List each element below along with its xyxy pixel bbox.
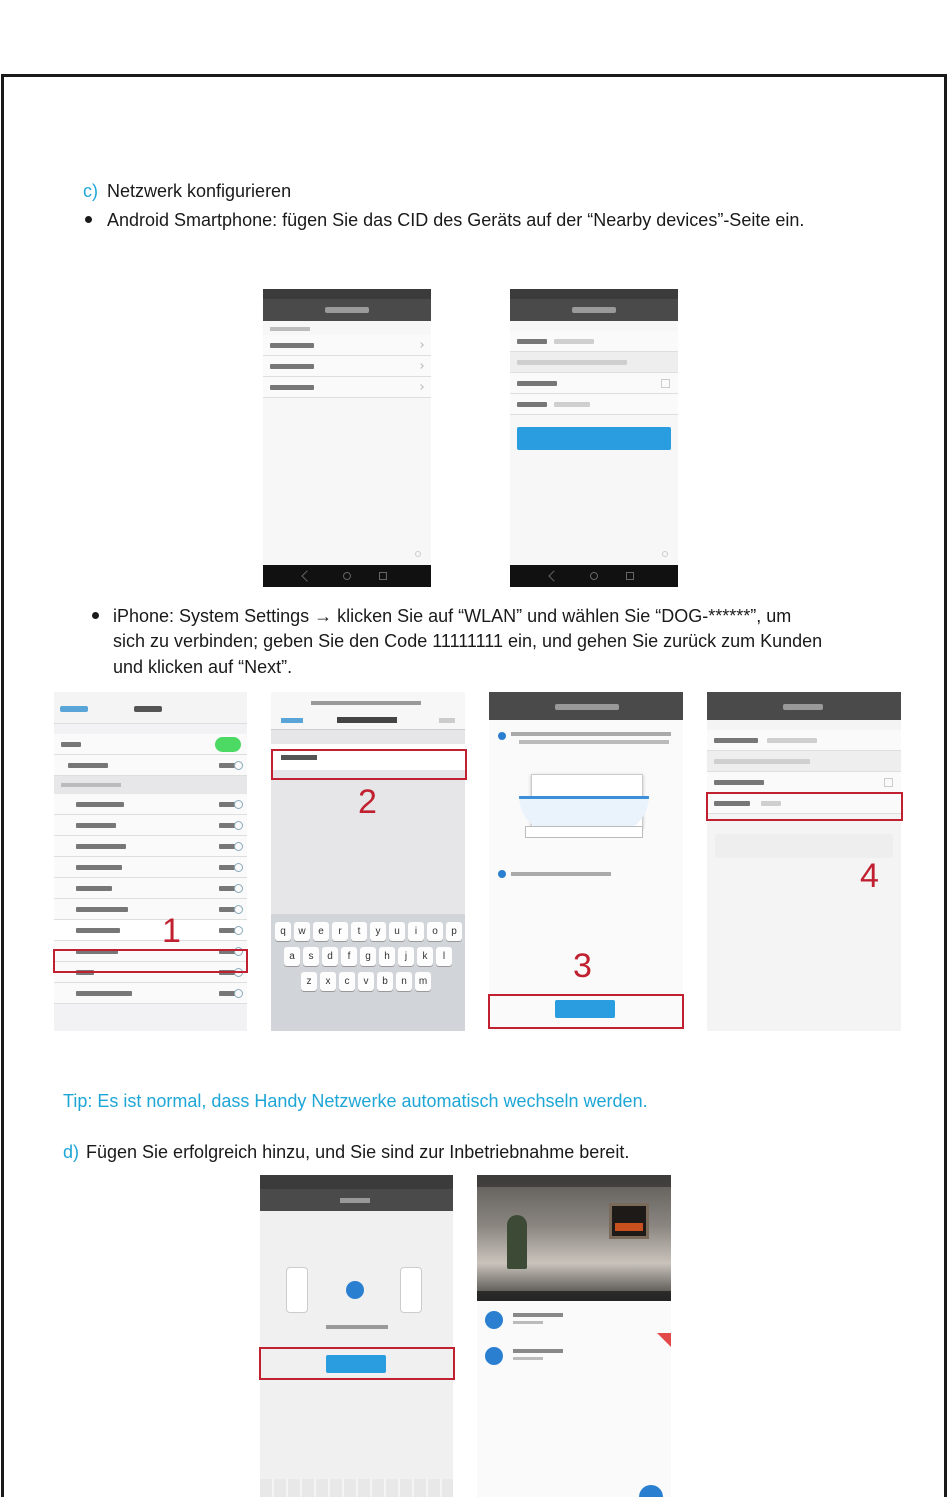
key-l[interactable]: l	[436, 947, 452, 966]
key-c[interactable]: c	[339, 972, 355, 991]
bullet	[85, 216, 92, 223]
key-d[interactable]: d	[322, 947, 338, 966]
step-c-title: Netzwerk konfigurieren	[107, 181, 292, 201]
done-button-highlight	[259, 1347, 455, 1380]
device-row	[263, 377, 431, 398]
key-p[interactable]: p	[446, 922, 462, 941]
key-x[interactable]: x	[320, 972, 336, 991]
device-row	[263, 356, 431, 377]
check-icon	[346, 1281, 364, 1299]
key-z[interactable]: z	[301, 972, 317, 991]
key-f[interactable]: f	[341, 947, 357, 966]
key-h[interactable]: h	[379, 947, 395, 966]
key-e[interactable]: e	[313, 922, 329, 941]
key-m[interactable]: m	[415, 972, 431, 991]
next-button-highlight	[488, 994, 684, 1029]
android-nearby-devices-screenshot	[263, 289, 431, 587]
android-setting-wifi-screenshot	[510, 289, 678, 587]
key-b[interactable]: b	[377, 972, 393, 991]
dog-network-highlight	[53, 949, 248, 973]
key-i[interactable]: i	[408, 922, 424, 941]
iphone-instruction-line-3: und klicken auf “Next”.	[113, 657, 293, 677]
device-added-screenshot	[260, 1175, 453, 1497]
key-q[interactable]: q	[275, 922, 291, 941]
add-device-button[interactable]	[639, 1485, 663, 1497]
key-k[interactable]: k	[417, 947, 433, 966]
device-list-live-view-screenshot	[477, 1175, 671, 1497]
key-s[interactable]: s	[303, 947, 319, 966]
key-u[interactable]: u	[389, 922, 405, 941]
password-field-highlight	[271, 749, 467, 780]
step-d-text: Fügen Sie erfolgreich hinzu, und Sie sind zur Inbetriebnahme bereit.	[86, 1142, 630, 1162]
iphone-instruction-line-2: sich zu verbinden; geben Sie den Code 11111111 ein, und gehen Sie zurück zum Kunden	[113, 631, 823, 651]
marker-4: 4	[860, 857, 879, 895]
key-y[interactable]: y	[370, 922, 386, 941]
iphone-instruction-line-1: iPhone: System Settings → klicken Sie auf “WLAN” und wählen Sie “DOG-******”, um	[113, 606, 792, 626]
key-n[interactable]: n	[396, 972, 412, 991]
iphone-enter-password-screenshot	[271, 692, 465, 1031]
marker-3: 3	[573, 947, 592, 985]
step-c-prefix: c)	[83, 181, 98, 201]
key-j[interactable]: j	[398, 947, 414, 966]
key-a[interactable]: a	[284, 947, 300, 966]
key-w[interactable]: w	[294, 922, 310, 941]
next-button[interactable]	[517, 427, 671, 450]
key-g[interactable]: g	[360, 947, 376, 966]
bullet	[92, 612, 99, 619]
password-field-highlight	[706, 792, 903, 821]
device-row	[263, 335, 431, 356]
android-instruction: Android Smartphone: fügen Sie das CID des Geräts auf der “Nearby devices”-Seite ein.	[107, 210, 805, 230]
key-o[interactable]: o	[427, 922, 443, 941]
ios-keyboard[interactable]	[271, 914, 465, 1031]
key-v[interactable]: v	[358, 972, 374, 991]
marker-2: 2	[358, 783, 377, 821]
tip-note: Tip: Es ist normal, dass Handy Netzwerke automatisch wechseln werden.	[63, 1091, 648, 1111]
iphone-wlan-screenshot	[54, 692, 247, 1031]
step-d-prefix: d)	[63, 1142, 80, 1162]
marker-1: 1	[162, 912, 181, 950]
key-t[interactable]: t	[351, 922, 367, 941]
key-r[interactable]: r	[332, 922, 348, 941]
